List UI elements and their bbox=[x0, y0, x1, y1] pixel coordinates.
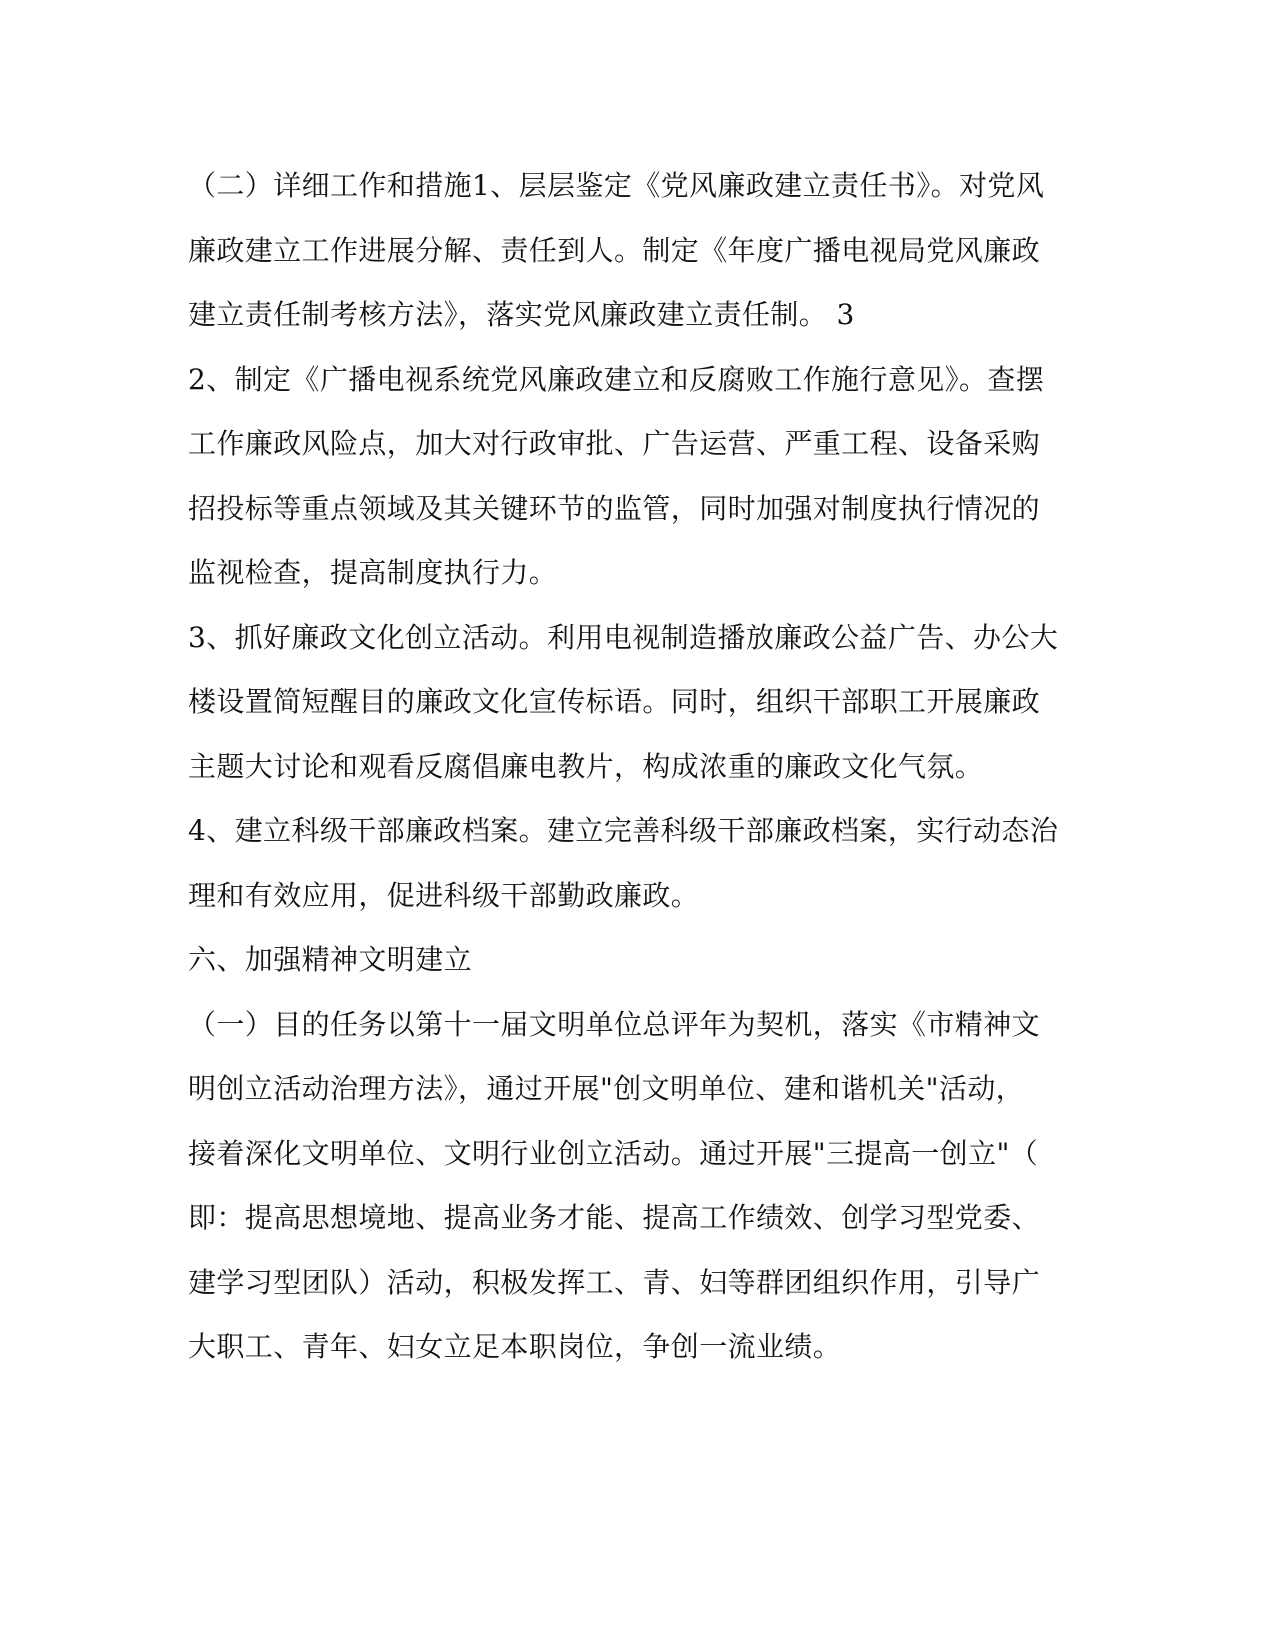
text-line: （一）目的任务以第十一届文明单位总评年为契机，落实《市精神文 bbox=[188, 1007, 1041, 1041]
text-line: 建立责任制考核方法》，落实党风廉政建立责任制。 3 bbox=[188, 298, 855, 331]
text-line: 4、建立科级干部廉政档案。建立完善科级干部廉政档案，实行动态治 bbox=[188, 814, 1059, 847]
text-line: 监视检查，提高制度执行力。 bbox=[188, 556, 558, 589]
text-line: 建学习型团队）活动，积极发挥工、青、妇等群团组织作用，引导广 bbox=[188, 1265, 1041, 1299]
text-line: （二）详细工作和措施1、层层鉴定《党风廉政建立责任书》。对党风 bbox=[188, 169, 1045, 202]
text-line: 工作廉政风险点，加大对行政审批、广告运营、严重工程、设备采购 bbox=[188, 427, 1041, 460]
text-line: 理和有效应用，促进科级干部勤政廉政。 bbox=[188, 878, 700, 912]
text-line: 主题大讨论和观看反腐倡廉电教片，构成浓重的廉政文化气氛。 bbox=[188, 749, 984, 783]
text-line: 3、抓好廉政文化创立活动。利用电视制造播放廉政公益广告、办公大 bbox=[188, 620, 1059, 654]
text-line: 楼设置简短醒目的廉政文化宣传标语。同时，组织干部职工开展廉政 bbox=[188, 685, 1041, 718]
text-line: 明创立活动治理方法》，通过开展"创文明单位、建和谐机关"活动， bbox=[188, 1072, 1025, 1105]
section-heading: 六、加强精神文明建立 bbox=[188, 943, 473, 976]
text-line: 廉政建立工作进展分解、责任到人。制定《年度广播电视局党风廉政 bbox=[188, 233, 1041, 267]
text-line: 接着深化文明单位、文明行业创立活动。通过开展"三提高一创立"（ bbox=[188, 1136, 1039, 1170]
text-line: 大职工、青年、妇女立足本职岗位，争创一流业绩。 bbox=[188, 1330, 842, 1363]
text-line: 招投标等重点领域及其关键环节的监管，同时加强对制度执行情况的 bbox=[188, 491, 1041, 525]
text-line: 即：提高思想境地、提高业务才能、提高工作绩效、创学习型党委、 bbox=[188, 1201, 1041, 1234]
document-body bbox=[188, 154, 1078, 1380]
text-line: 2、制定《广播电视系统党风廉政建立和反腐败工作施行意见》。查摆 bbox=[188, 362, 1045, 396]
